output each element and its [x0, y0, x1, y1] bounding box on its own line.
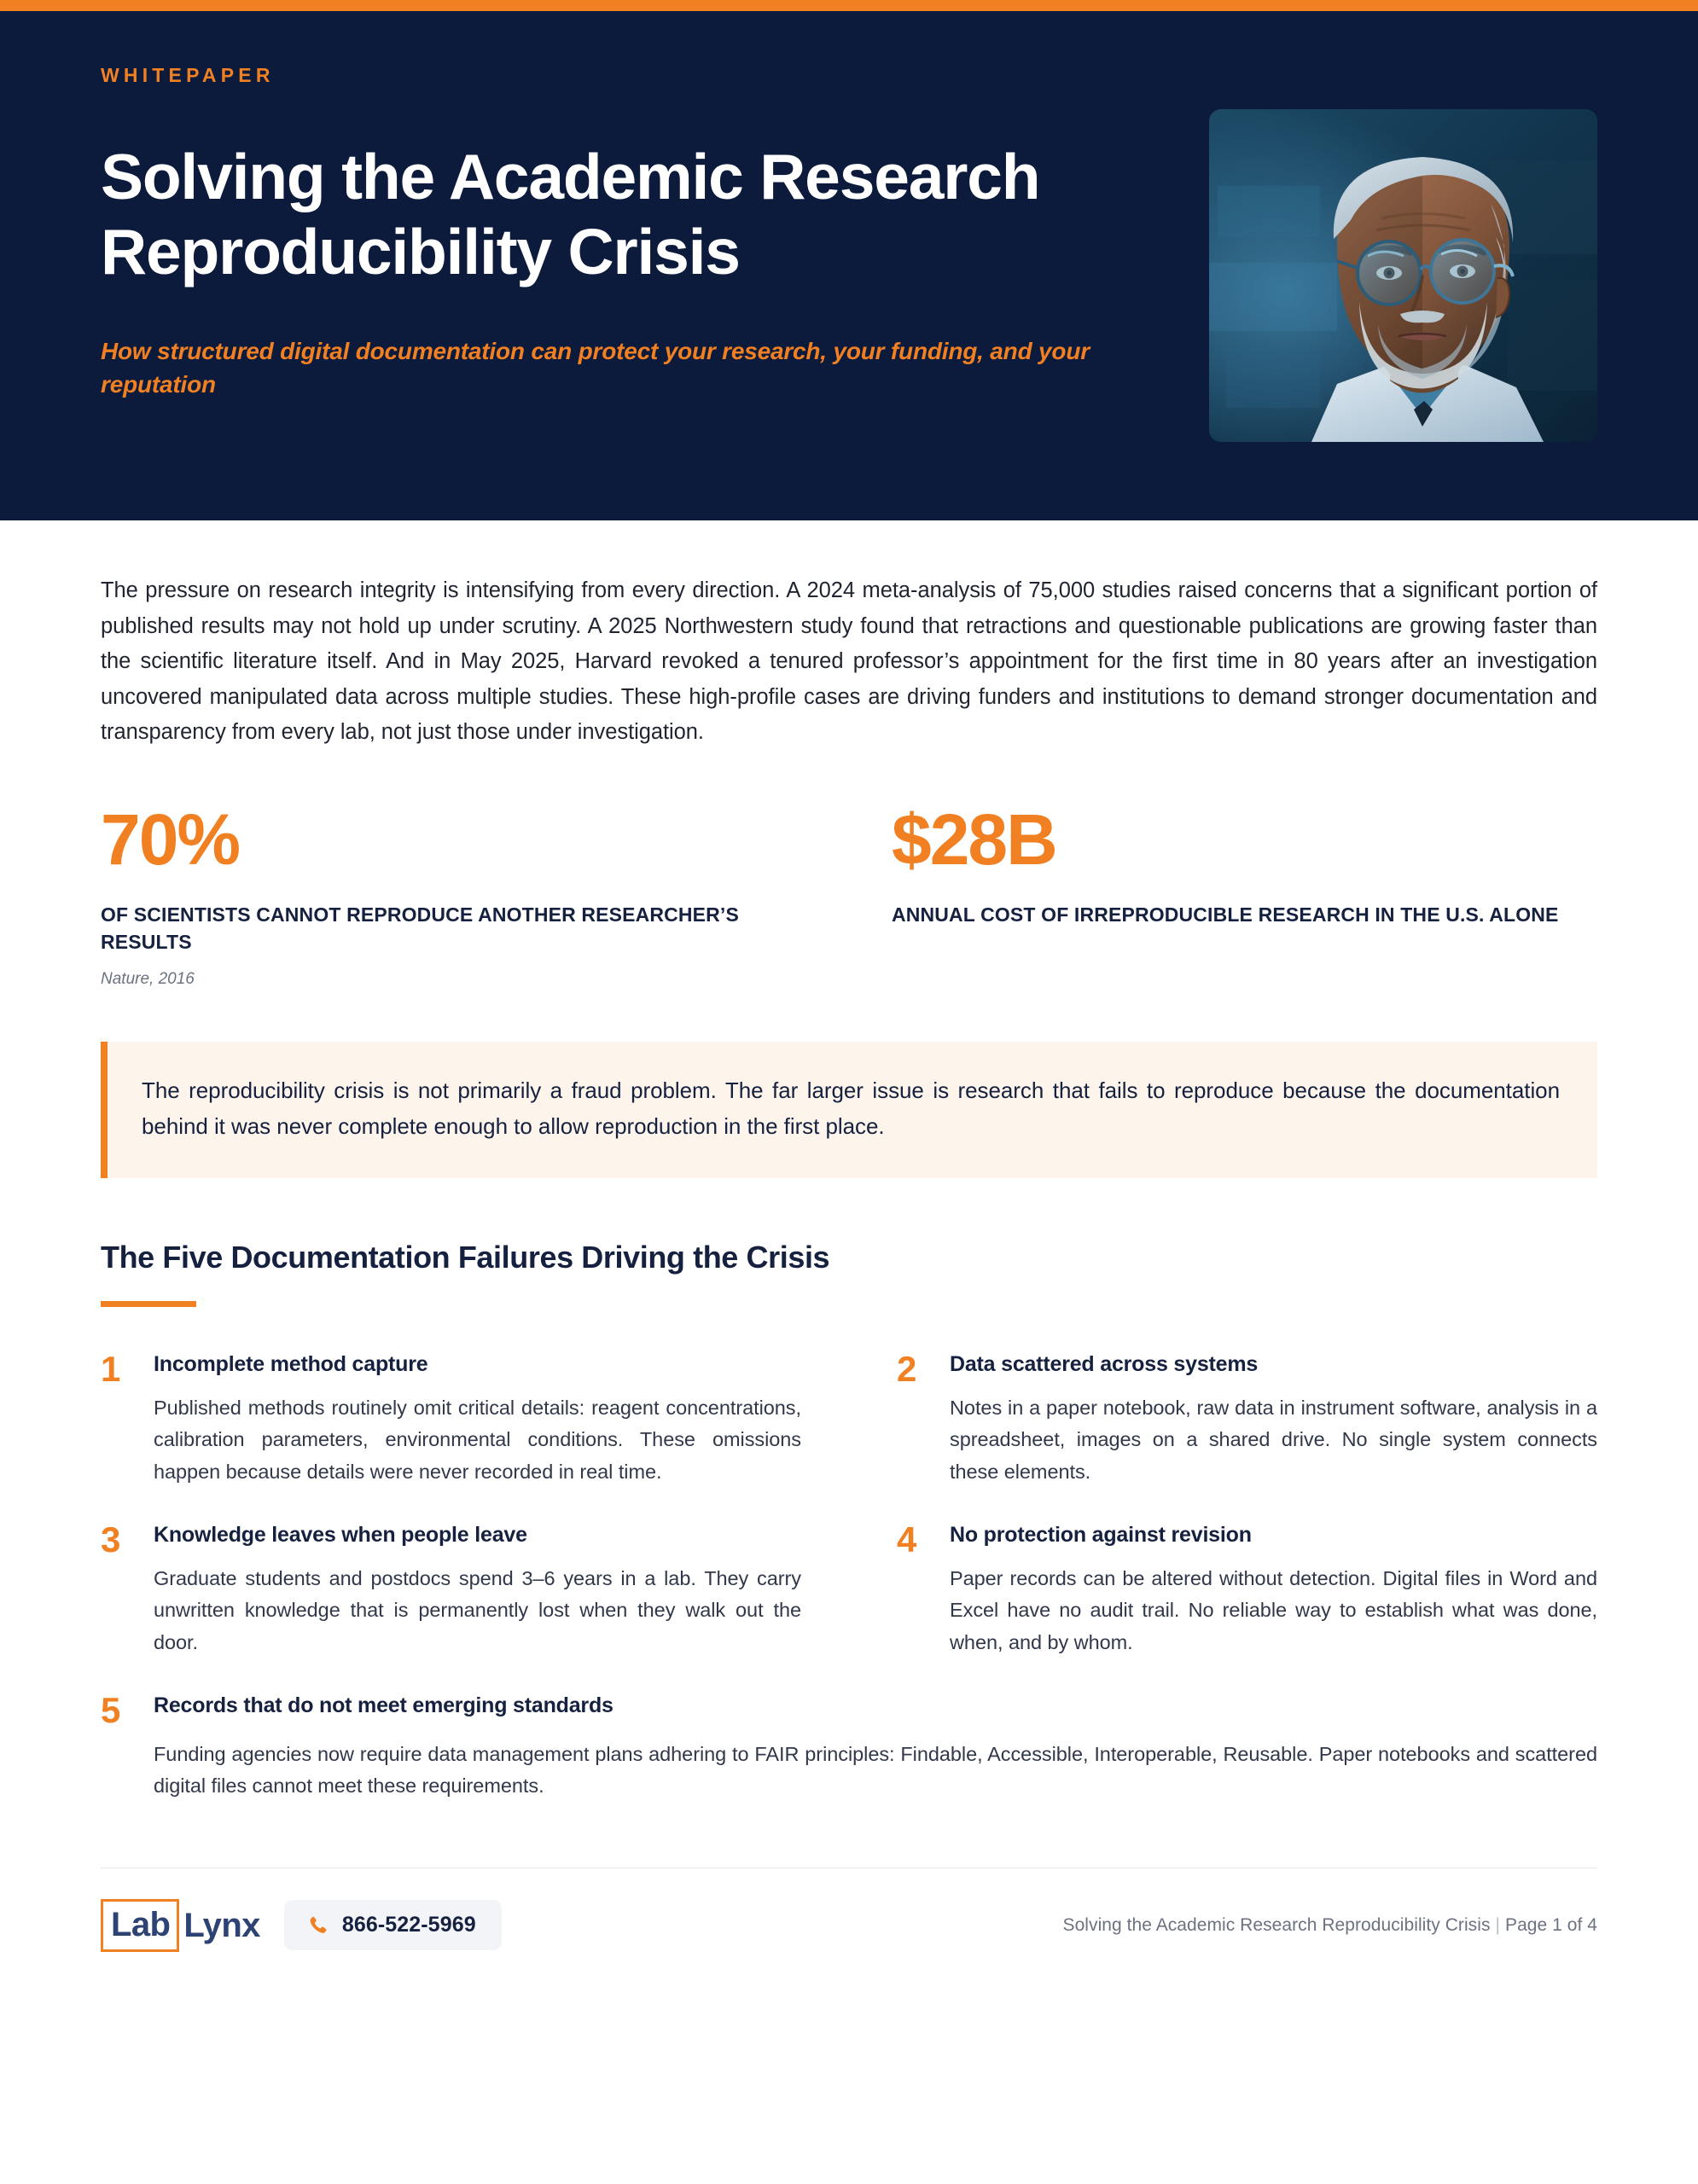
stat-block: [849, 799, 1597, 989]
top-accent-bar: [0, 0, 1698, 11]
callout-text: The reproducibility crisis is not primarily a fraud problem. The far larger issue is research that fails to reproduce because the documentation behind it was never complete enough to allow reproduction in the first place.: [142, 1077, 1560, 1140]
stat-source: Nature, 2016: [101, 970, 195, 989]
callout-quote: [101, 1042, 1597, 1178]
failure-content: [154, 1351, 801, 1488]
failure-number: 5: [101, 1690, 120, 1731]
document-body: [0, 573, 1698, 1837]
list-item: [897, 1519, 1597, 1658]
section-heading: The Five Documentation Failures Driving the Crisis: [101, 1240, 830, 1275]
list-item: [101, 1519, 801, 1658]
logo-tail-text: Lynx: [183, 1906, 260, 1944]
footer-page-number: Page 1 of 4: [1505, 1914, 1597, 1935]
failure-description: Graduate students and postdocs spend 3–6 years in a lab. They carry unwritten knowledge that is permanently lost when they walk out the door.: [154, 1566, 801, 1653]
phone-icon: [306, 1914, 329, 1937]
failures-list: [101, 1351, 1597, 1837]
failure-title: Records that do not meet emerging standards: [154, 1693, 613, 1718]
lablynx-logo[interactable]: [101, 1899, 260, 1952]
footer-left-group: [101, 1899, 502, 1952]
stat-block: [101, 799, 849, 989]
list-item: [897, 1351, 1597, 1488]
stat-label: ANNUAL COST OF IRREPRODUCIBLE RESEARCH IN THE U.S. ALONE: [892, 903, 1559, 926]
footer-divider: [101, 1867, 1597, 1868]
hero-header: [0, 11, 1698, 520]
failure-title: No protection against revision: [950, 1523, 1252, 1548]
footer-doc-title: Solving the Academic Research Reproducibility Crisis: [1062, 1914, 1491, 1935]
phone-number: 866-522-5969: [341, 1913, 476, 1937]
page-title: Solving the Academic Research Reproducibility Crisis: [101, 141, 1040, 288]
failure-number: 4: [897, 1519, 916, 1560]
stat-label: OF SCIENTISTS CANNOT REPRODUCE ANOTHER RESEARCHER’S RESULTS: [101, 903, 739, 954]
page-footer: [0, 1899, 1698, 1996]
failure-description: Paper records can be altered without detection. Digital files in Word and Excel have no audit trail. No reliable way to establish what was done, when, and by whom.: [950, 1566, 1597, 1653]
key-statistics: [101, 799, 1597, 989]
section-rule: [101, 1301, 196, 1307]
failure-title: Knowledge leaves when people leave: [154, 1523, 527, 1548]
eyebrow-label: WHITEPAPER: [101, 64, 275, 86]
failure-number: 3: [101, 1519, 120, 1560]
failure-number: 2: [897, 1349, 916, 1390]
stat-value: 70%: [101, 799, 240, 880]
footer-meta: [1063, 1915, 1597, 1936]
list-item: [101, 1351, 801, 1488]
failure-content: [950, 1351, 1597, 1488]
failure-description: Funding agencies now require data management plans adhering to FAIR principles: Findable, Accessible, Interoperable, Reusable. Paper notebooks and scattered digital files cannot meet these requirements.: [154, 1742, 1597, 1798]
failure-content: [154, 1522, 801, 1658]
failure-description: Published methods routinely omit critical details: reagent concentrations, calibration parameters, environmental conditions. These omissions happen because details were never recorded in real time.: [154, 1396, 801, 1483]
failure-title: Incomplete method capture: [154, 1352, 428, 1377]
hero-subtitle: How structured digital documentation can protect your research, your funding, and your reputation: [101, 337, 1090, 398]
hero-portrait-image: [1209, 109, 1597, 442]
footer-separator: |: [1495, 1914, 1501, 1935]
logo-box-text: Lab: [101, 1899, 179, 1952]
failure-content: [154, 1693, 1597, 1802]
failure-number: 1: [101, 1349, 120, 1390]
failure-description: Notes in a paper notebook, raw data in instrument software, analysis in a spreadsheet, images on a shared drive. No single system connects these elements.: [950, 1396, 1597, 1483]
stat-value: $28B: [892, 799, 1056, 880]
list-item: [101, 1690, 1597, 1802]
failure-content: [950, 1522, 1597, 1658]
failure-title: Data scattered across systems: [950, 1352, 1259, 1377]
phone-badge[interactable]: [284, 1900, 502, 1950]
intro-paragraph: The pressure on research integrity is intensifying from every direction. A 2024 meta-analysis of 75,000 studies raised concerns that a significant portion of published results may not hold up under scrutiny. A 2025 Northwestern study found that retractions and questionable publications are growing faster than the scientific literature itself. And in May 2025, Harvard revoked a tenured professor’s appointment for the first time in 80 years after an investigation uncovered manipulated data across multiple studies. These high-profile cases are driving funders and institutions to demand stronger documentation and transparency from every lab, not just those under investigation.: [101, 578, 1597, 745]
